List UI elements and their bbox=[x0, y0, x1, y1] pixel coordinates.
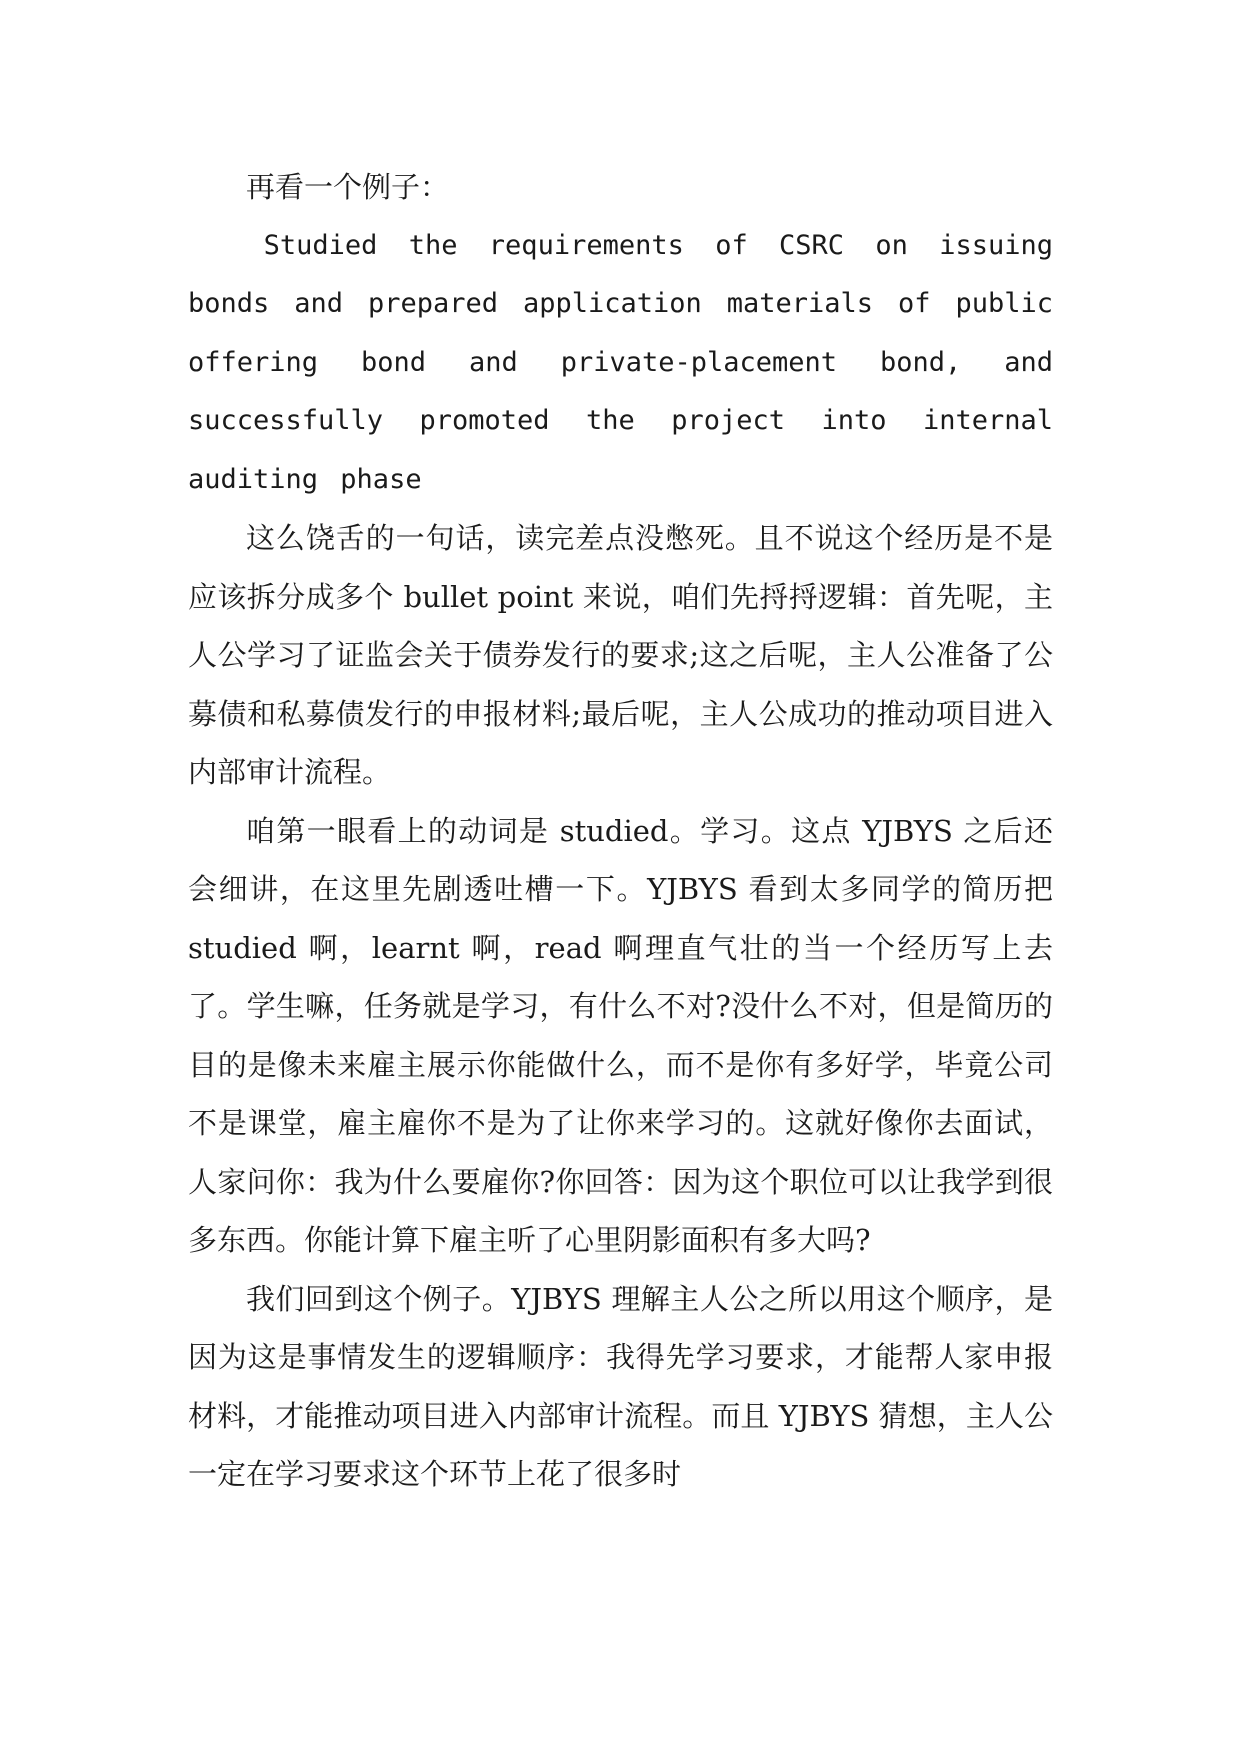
paragraph-order-explanation: 我们回到这个例子。YJBYS 理解主人公之所以用这个顺序，是因为这是事情发生的逻辑顺序：我得先学习要求，才能帮人家申报材料，才能推动项目进入内部审计流程。而且 YJBYS 猜想，主人公一定在学习要求这个环节上花了很多时 bbox=[188, 1281, 1053, 1491]
document-page bbox=[188, 158, 1053, 1504]
paragraph-intro: 再看一个例子： bbox=[246, 170, 450, 204]
paragraph-verb-studied: 咱第一眼看上的动词是 studied。学习。这点 YJBYS 之后还会细讲，在这里先剧透吐槽一下。YJBYS 看到太多同学的简历把 studied 啊，learnt 啊，read 啊理直气壮的当一个经历写上去了。学生嘛，任务就是学习，有什么不对?没什么不对，但是简历的目的是像未来雇主展示你能做什么，而不是你有多好学，毕竟公司不是课堂，雇主雇你不是为了让你来学习的。这就好像你去面试，人家问你：我为什么要雇你?你回答：因为这个职位可以让我学到很多东西。你能计算下雇主听了心里阴影面积有多大吗? bbox=[188, 813, 1053, 1257]
paragraph-english-example: Studied the requirements of CSRC on issuing bonds and prepared application materials of public offering bond and private-placement bond, and successfully promoted the project into internal auditing phase bbox=[188, 229, 1053, 495]
paragraph-logic-analysis: 这么饶舌的一句话，读完差点没憋死。且不说这个经历是不是应该拆分成多个 bullet point 来说，咱们先捋捋逻辑：首先呢，主人公学习了证监会关于债券发行的要求;这之后呢，主人公准备了公募债和私募债发行的申报材料;最后呢，主人公成功的推动项目进入内部审计流程。 bbox=[188, 521, 1053, 789]
